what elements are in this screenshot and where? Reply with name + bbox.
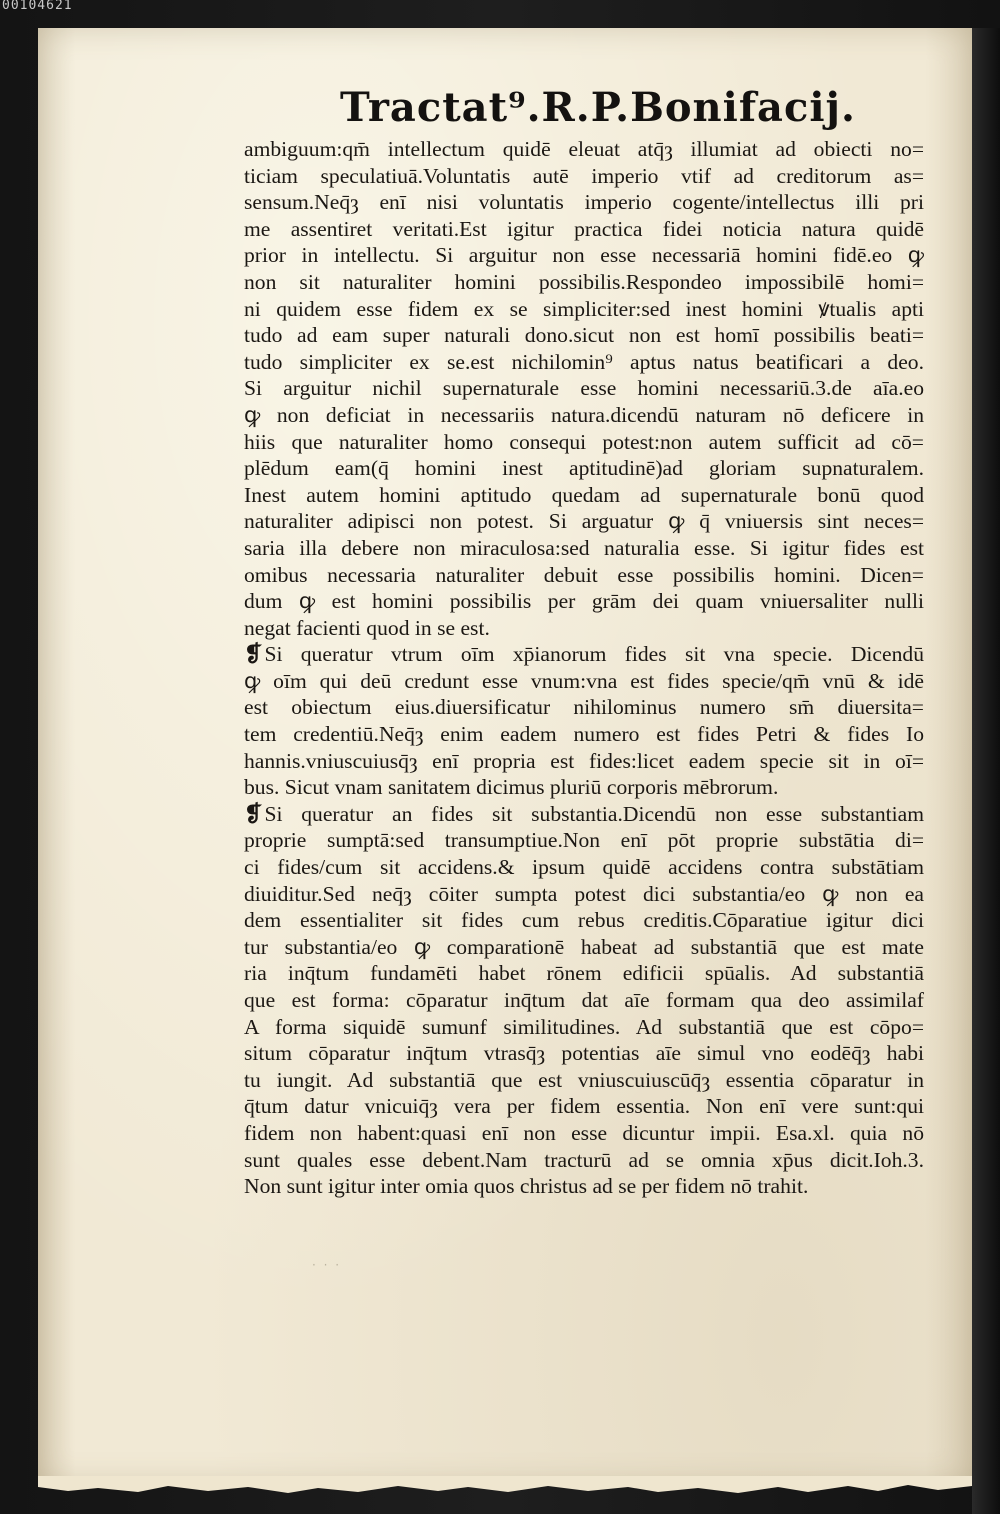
text-line-content: tudo ad eam super naturali dono.sicut non est homī possibilis beati= [244, 323, 924, 348]
text-line-content: non sit naturaliter homini possibilis.Respondeo impossibilē homi= [244, 269, 924, 294]
text-line [244, 668, 924, 695]
text-line-content: plēdum eam(q̄ homini inest aptitudinē)ad gloriam supnaturalem. [244, 456, 924, 481]
text-column [244, 136, 924, 1200]
text-line [244, 827, 924, 854]
text-line [244, 455, 924, 482]
text-line-content: Si queratur an fides sit substantia.Dicendū non esse substantiam [264, 801, 924, 826]
text-line-content: ꝙ oīm qui deū credunt esse vnum:vna est fides specie/qm̄ vnū & idē [244, 668, 924, 693]
text-line-content: naturaliter adipisci non potest. Si arguatur ꝙ q̄ vniuersis sint neces= [244, 509, 924, 534]
text-line-content: tem credentiū.Neq̄ȝ enim eadem numero est fides Petri & fides Io [244, 722, 924, 747]
text-line [244, 934, 924, 961]
text-line-content: ambiguum:qm̄ intellectum quidē eleuat atq̄ȝ illumiat ad obiecti no= [244, 137, 924, 161]
paragraph-mark-icon: ❡ [244, 641, 263, 668]
text-line [244, 774, 924, 801]
running-head: Tractat⁹.R.P.Bonifacij. [340, 84, 856, 131]
text-line [244, 429, 924, 456]
text-line [244, 402, 924, 429]
text-line-content: est obiectum eius.diuersificatur nihilominus numero sm̄ diuersita= [244, 695, 924, 720]
text-line [244, 854, 924, 881]
text-line [244, 748, 924, 775]
text-line [244, 296, 924, 323]
text-line-content: hiis que naturaliter homo consequi potest:non autem sufficit ad cō= [244, 429, 924, 454]
text-line [244, 694, 924, 721]
text-line [244, 562, 924, 589]
text-line-content: ticiam speculatiuā.Voluntatis autē imperio vtif ad creditorum as= [244, 163, 924, 188]
text-line [244, 482, 924, 509]
scan-id-label: 00104621 [2, 0, 73, 13]
text-line-content: Si arguitur nichil supernaturale esse homini necessariū.3.de aīa.eo [244, 376, 924, 401]
text-line [244, 535, 924, 562]
text-line-content: hannis.vniuscuiusq̄ȝ enī propria est fides:licet eadem specie sit in oī= [244, 748, 924, 773]
text-line-content: sensum.Neq̄ȝ enī nisi voluntatis imperio cogente/intellectus illi pri [244, 190, 924, 215]
text-line [244, 375, 924, 402]
text-line [244, 136, 924, 163]
text-line-content: ci fides/cum sit accidens.& ipsum quidē accidens contra substātiam [244, 855, 924, 880]
text-line [244, 216, 924, 243]
text-line-content: ni quidem esse fidem ex se simpliciter:sed inest homini ꝟtualis apti [244, 296, 924, 321]
text-line [244, 163, 924, 190]
text-line [244, 189, 924, 216]
text-line [244, 615, 924, 642]
paragraph-mark-icon: ❡ [244, 800, 263, 827]
text-line-content: A forma siquidē sumunf similitudines. Ad substantiā que est cōpo= [244, 1014, 924, 1039]
torn-page-edge [38, 1476, 972, 1498]
text-line [244, 242, 924, 269]
text-line [244, 1173, 924, 1200]
text-line-content: tur substantia/eo ꝙ comparationē habeat ad substantiā que est mate [244, 934, 924, 959]
text-line [244, 588, 924, 615]
text-line [244, 349, 924, 376]
text-line-content: dum ꝙ est homini possibilis per grām dei quam vniuersaliter nulli [244, 589, 924, 614]
text-line [244, 1040, 924, 1067]
text-line [244, 269, 924, 296]
text-line [244, 987, 924, 1014]
bleed-through-mark: · · · [312, 1258, 342, 1272]
text-line [244, 960, 924, 987]
text-line-content: bus. Sicut vnam sanitatem dicimus pluriū corporis mēbrorum. [244, 775, 779, 800]
text-line-content: Non sunt igitur inter omia quos christus ad se per fidem nō trahit. [244, 1174, 809, 1199]
text-line-content: me assentiret veritati.Est igitur practica fidei noticia natura quidē [244, 216, 924, 241]
scan-edge-strip [972, 28, 1000, 1514]
text-line-content: sunt quales esse debent.Nam tracturū ad se omnia xp̄us dicit.Ioh.3. [244, 1147, 924, 1172]
text-line-content: que est forma: cōparatur inq̄tum dat aīe formam qua deo assimilaf [244, 988, 924, 1012]
text-line-content: situm cōparatur inq̄tum vtrasq̄ȝ potentias aīe simul vno eodēq̄ȝ habi [244, 1041, 924, 1066]
text-line [244, 641, 924, 668]
text-line [244, 508, 924, 535]
text-line [244, 322, 924, 349]
text-line-content: Inest autem homini aptitudo quedam ad supernaturale bonū quod [244, 482, 924, 507]
text-line-content: Si queratur vtrum oīm xp̄ianorum fides sit vna specie. Dicendū [264, 642, 924, 667]
text-line [244, 801, 924, 828]
text-line-content: prior in intellectu. Si arguitur non esse necessariā homini fidē.eo ꝙ [244, 243, 924, 268]
text-line [244, 1147, 924, 1174]
text-line [244, 1014, 924, 1041]
text-line-content: fidem non habent:quasi enī non esse dicuntur impii. Esa.xl. quia nō [244, 1120, 924, 1145]
text-line [244, 1067, 924, 1094]
text-line [244, 907, 924, 934]
text-line-content: omibus necessaria naturaliter debuit esse possibilis homini. Dicen= [244, 562, 924, 587]
text-line-content: tu iungit. Ad substantiā que est vniuscuiuscūq̄ȝ essentia cōparatur in [244, 1067, 924, 1092]
text-line-content: negat facienti quod in se est. [244, 615, 490, 640]
text-line-content: diuiditur.Sed neq̄ȝ cōiter sumpta potest dici substantia/eo ꝙ non ea [244, 881, 924, 906]
text-line [244, 721, 924, 748]
text-line-content: ꝙ non deficiat in necessariis natura.dicendū naturam nō deficere in [244, 402, 924, 427]
text-line [244, 881, 924, 908]
text-line [244, 1093, 924, 1120]
text-line-content: dem essentialiter sit fides cum rebus creditis.Cōparatiue igitur dici [244, 908, 924, 933]
text-line-content: tudo simpliciter ex se.est nichilomin⁹ aptus natus beatificari a deo. [244, 349, 924, 374]
text-line [244, 1120, 924, 1147]
text-line-content: ria inq̄tum fundamēti habet rōnem edificii spūalis. Ad substantiā [244, 961, 924, 986]
text-line-content: saria illa debere non miraculosa:sed naturalia esse. Si igitur fides est [244, 535, 924, 560]
text-line-content: proprie sumptā:sed transumptiue.Non enī pōt proprie substātia di= [244, 828, 924, 853]
text-line-content: q̄tum datur vnicuiq̄ȝ vera per fidem essentia. Non enī vere sunt:qui [244, 1094, 924, 1119]
